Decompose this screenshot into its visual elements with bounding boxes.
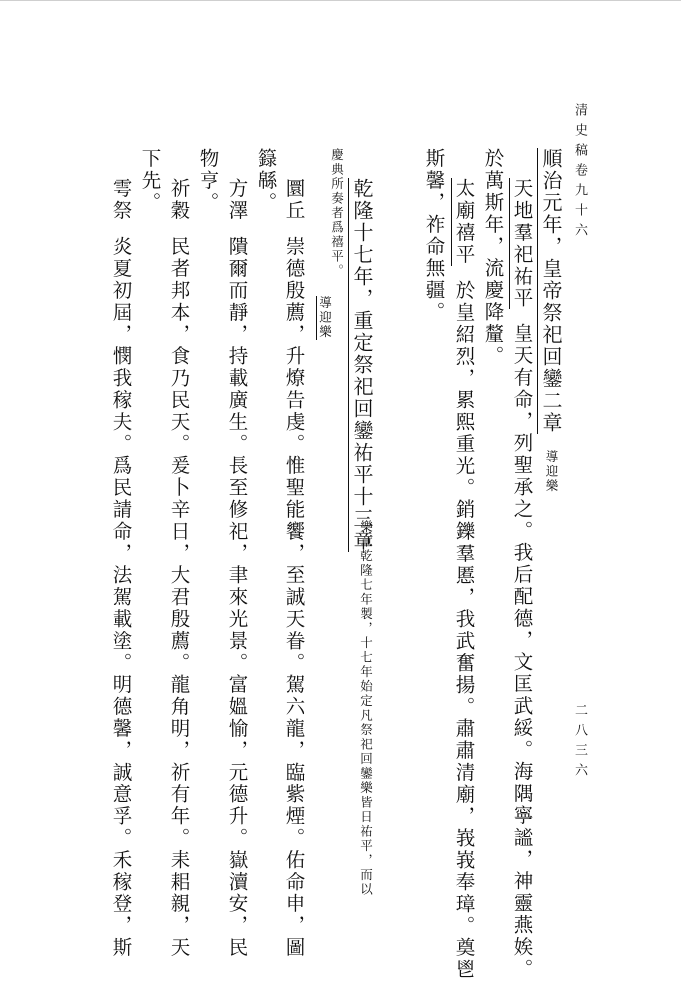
section-commentary: 樂章乾隆七年製，十七年始定凡祭祀回鑾樂皆日祐平，而以	[358, 520, 374, 897]
running-header-title: 清史稿卷九十六	[572, 103, 587, 243]
verse-title-tiandi: 天地羣祀祐平	[510, 178, 534, 310]
verse-title-yuanqiu: 圜丘	[282, 178, 306, 222]
verse-title-fangze: 方澤	[225, 178, 249, 222]
verse-text: 於皇紹烈，累熙重光。銷鑠羣慝，我武奮揚。肅肅清廟，峩峩奉璋。奠鬯	[452, 279, 476, 981]
verse-text: 崇德殷薦，升燎告虔。惟聖能饗，至誠天眷。駕六龍，臨紫煙。佑命申，圖	[282, 235, 306, 959]
verse-column	[454, 178, 474, 980]
verse-column	[111, 178, 131, 959]
section-title-text: 順治元年，皇帝祭祀回鑾二章	[539, 148, 563, 434]
verse-title-qigu: 祈穀	[167, 178, 191, 222]
verse-continuation: 物亨。	[196, 148, 220, 214]
verse-continuation: 籙緜。	[254, 148, 278, 214]
section-title-music-note: 導迎樂	[544, 450, 559, 494]
page-number: 二八三六	[572, 703, 587, 783]
verse-title-yuji: 雩祭	[109, 178, 133, 222]
page-top-rule	[0, 0, 681, 1]
verse-text: 皇天有命，列聖承之。我后配德，文匡武綏。海隅寧謐，神靈燕娭。	[510, 323, 534, 981]
verse-title-taimiao: 太廟禧平	[452, 178, 476, 266]
verse-continuation: 下先。	[138, 148, 162, 214]
section-title-text: 乾隆十七年，重定祭祀回鑾祐平十三章	[350, 178, 374, 552]
verse-column	[284, 178, 304, 959]
verse-text: 炎夏初屆，憫我稼夫。爲民請命，法駕載塗。明德馨，誠意孚。禾稼登，斯	[109, 235, 133, 959]
verse-column	[227, 178, 247, 959]
verse-text: 隤爾而靜，持載廣生。長至修祀，聿來光景。富媼愉，元德升。嶽瀆安，民	[225, 235, 249, 959]
verse-continuation: 於萬斯年，流慶降釐。	[481, 148, 505, 367]
verse-continuation: 斯馨，祚命無疆。	[422, 148, 446, 324]
verse-text: 民者邦本，食乃民天。爰卜辛日，大君殷薦。龍角明，祈有年。耒耜親，天	[167, 235, 191, 959]
section-title-shunzhi	[541, 148, 561, 494]
section-title-qianlong	[352, 178, 372, 552]
verse-column	[512, 178, 532, 980]
music-note-daoying: 導迎樂	[317, 296, 333, 340]
verse-column	[169, 178, 189, 959]
commentary-continuation: 慶典所奏者爲禧平。	[329, 148, 345, 279]
